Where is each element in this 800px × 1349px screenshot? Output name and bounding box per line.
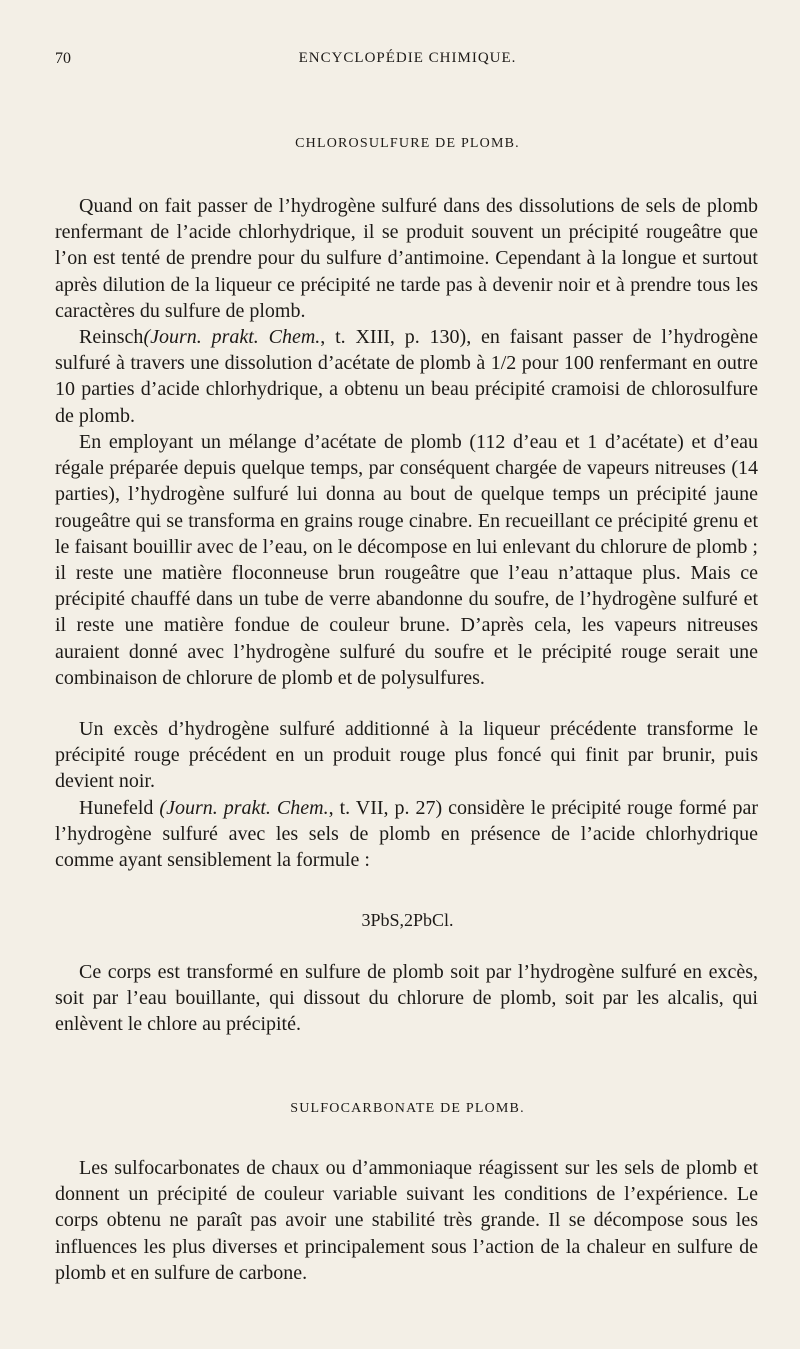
paragraph: Les sulfocarbonates de chaux ou d’ammoniaque réagissent sur les sels de plomb et donnent un précipité de couleur variable suivant les conditions de l’expérience. Le corps obtenu ne paraît pas avoir une stabilité très grande. Il se décompose sous les influences les plus diverses et principalement sous l’action de la chaleur en sulfure de plomb et en sulfure de carbone. (55, 1157, 758, 1284)
section-title-chlorosulfure: CHLOROSULFURE DE PLOMB. (295, 136, 520, 151)
author-name: Reinsch (79, 326, 144, 348)
paragraph (55, 795, 758, 874)
paragraph (55, 324, 758, 429)
paragraph: Ce corps est transformé en sulfure de plomb soit par l’hydrogène sulfuré en excès, soit par l’eau bouillante, qui dissout du chlorure de plomb, soit par les alcalis, qui enlèvent le chlore au précipité. (55, 961, 758, 1036)
paragraph-text: , t. VII, p. 27) considère le précipité rouge formé par l’hydrogène sulfuré avec les sels de plomb en présence de l’acide chlorhydrique comme ayant sensiblement la formule : (55, 797, 758, 872)
page-number: 70 (55, 50, 71, 67)
paragraph: En employant un mélange d’acétate de plomb (112 d’eau et 1 d’acétate) et d’eau régale préparée depuis quelque temps, par conséquent chargée de vapeurs nitreuses (14 parties), l’hydrogène sulfuré lui donna au bout de quelque temps un précipité jaune rougeâtre qui se transforma en grains rouge cinabre. En recueillant ce précipité grenu et le faisant bouillir avec de l’eau, on le décompose en lui enlevant du chlorure de plomb ; il reste une matière floconneuse brun rougeâtre que l’eau n’attaque plus. Mais ce précipité chauffé dans un tube de verre abandonne du soufre, de l’hydrogène sulfuré et il reste une matière fondue de couleur brune. D’après cela, les vapeurs nitreuses auraient donné avec l’hydrogène sulfuré du soufre et le précipité rouge serait une combinaison de chlorure de plomb et de polysulfures. (55, 431, 758, 689)
journal-reference: (Journ. prakt. Chem. (159, 797, 329, 819)
section-title-sulfocarbonate: SULFOCARBONATE DE PLOMB. (290, 1101, 525, 1116)
journal-reference: (Journ. prakt. Chem. (143, 326, 321, 348)
running-title: ENCYCLOPÉDIE CHIMIQUE. (298, 50, 517, 66)
author-name: Hunefeld (79, 797, 160, 819)
paragraph: Un excès d’hydrogène sulfuré additionné à la liqueur précédente transforme le précipité rouge précédent en un produit rouge plus foncé qui finit par brunir, puis devient noir. (55, 718, 758, 793)
chemical-formula: 3PbS,2PbCl. (361, 910, 454, 930)
paragraph-text: , t. XIII, p. 130), en faisant passer de l’hydrogène sulfuré à travers une dissolution d’acétate de plomb à 1/2 pour 100 renfermant en outre 10 parties d’acide chlorhydrique, a obtenu un beau précipité cramoisi de chlorosulfure de plomb. (55, 326, 758, 427)
paragraph: Quand on fait passer de l’hydrogène sulfuré dans des dissolutions de sels de plomb renfermant de l’acide chlorhydrique, il se produit souvent un précipité rougeâtre que l’on est tenté de prendre pour du sulfure d’antimoine. Cependant à la longue et surtout après dilution de la liqueur ce précipité ne tarde pas à devenir noir et à prendre tous les caractères du sulfure de plomb. (55, 195, 758, 322)
page-header (55, 50, 760, 76)
